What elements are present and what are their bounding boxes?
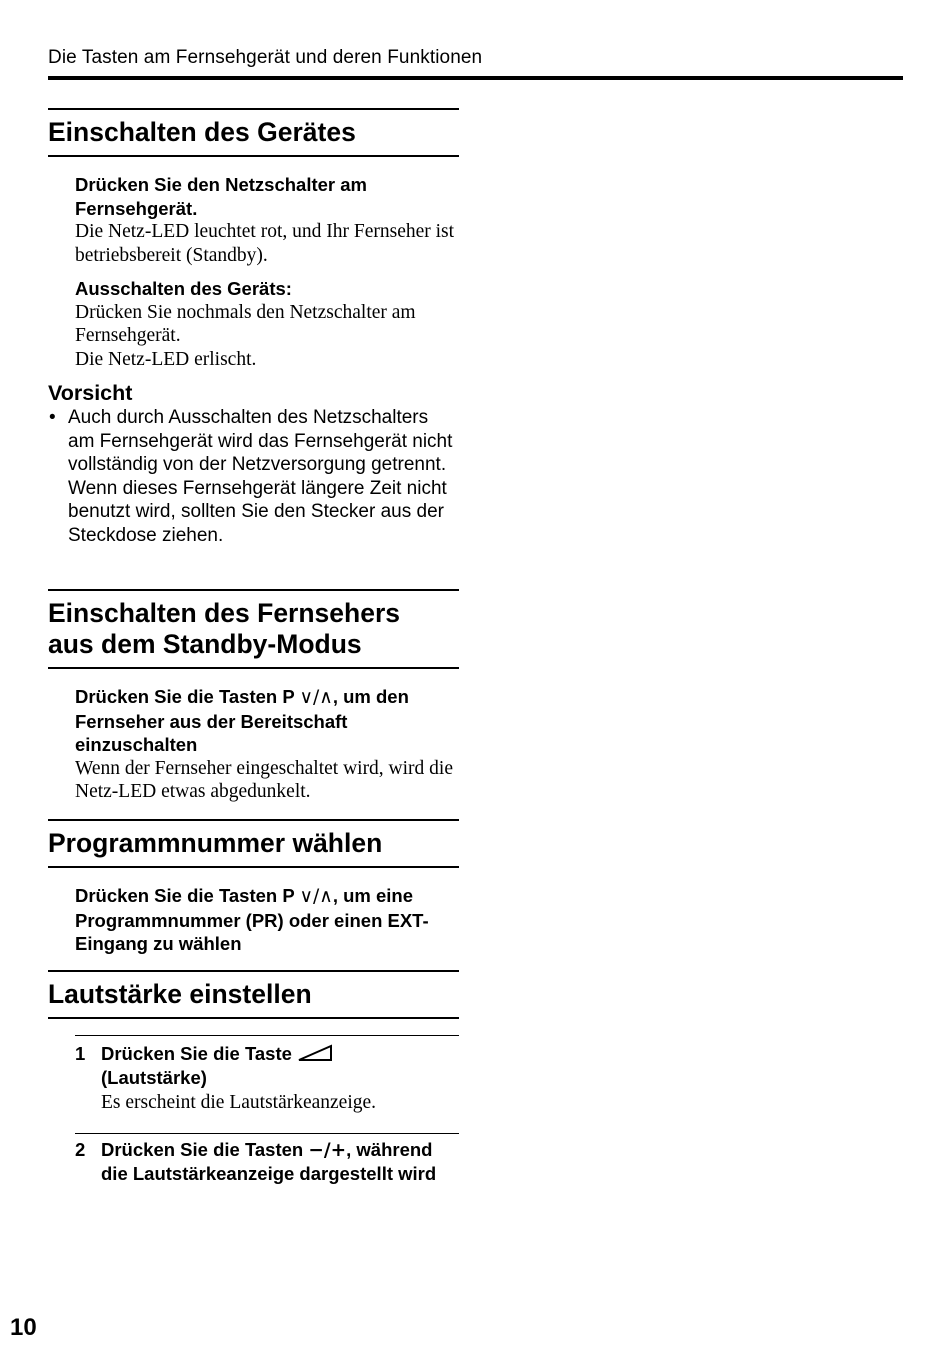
caution-bullet: [48, 406, 459, 547]
instruction-part: , um eine Programmnummer (PR) oder einen EXT-Eingang zu wählen: [75, 885, 429, 954]
page-number: 10: [10, 1314, 37, 1341]
instruction-text: Drücken Sie den Netzschalter am Fernsehgerät.: [75, 174, 367, 219]
step-2: [48, 1138, 459, 1186]
instruction-text: [101, 1138, 459, 1186]
instruction-part: Drücken Sie die Tasten: [101, 1138, 309, 1160]
instruction-part: Drücken Sie die Tasten P: [75, 686, 300, 707]
instruction-part: Drücken Sie die Taste: [101, 1043, 298, 1064]
description-text: Drücken Sie nochmals den Netzschalter am Fernsehgerät.: [75, 301, 416, 346]
bullet-icon: •: [49, 407, 56, 428]
description-text: Wenn der Fernseher eingeschaltet wird, wird die Netz-LED etwas abgedunkelt.: [75, 757, 454, 802]
description-text: Es erscheint die Lautstärkeanzeige.: [101, 1092, 377, 1113]
subheading-power-off: Ausschalten des Geräts:: [75, 278, 292, 299]
instruction-part: (Lautstärke): [101, 1066, 207, 1088]
instruction-text: [75, 884, 459, 956]
section-heading: [48, 591, 459, 667]
step-number: 1: [75, 1043, 86, 1064]
header-rule: [48, 76, 903, 80]
instruction-part: Drücken Sie die Tasten P: [75, 885, 300, 906]
instruction-part: , um den Fernseher aus der Bereitschaft einzuschalten: [75, 686, 409, 755]
minus-plus-icon: −/+: [308, 1139, 347, 1161]
up-down-arrow-icon: ∨/∧: [299, 886, 333, 907]
description-text: Die Netz-LED leuchtet rot, und Ihr Fernseher ist betriebsbereit (Standby).: [75, 221, 455, 266]
section-standby: [48, 589, 459, 804]
instruction-part: , während die Lautstärkeanzeige dargestellt wird: [101, 1138, 437, 1184]
section-heading: Lautstärke einstellen: [48, 979, 312, 1009]
section-heading: Programmnummer wählen: [48, 828, 383, 858]
section-heading-line: Einschalten des Fernsehers: [48, 598, 401, 628]
instruction-text: [101, 1042, 459, 1089]
description-text: Die Netz-LED erlischt.: [75, 348, 257, 370]
up-down-arrow-icon: ∨/∧: [299, 687, 333, 708]
section-volume: [48, 970, 459, 1186]
step-number: 2: [75, 1138, 86, 1160]
caution-text: Auch durch Ausschalten des Netzschalters am Fernsehgerät wird das Fernsehgerät nicht vollständig von der Netzversorgung getrennt. Wenn dieses Fernsehgerät längere Zeit nicht benutzt wird, sollten Sie den Stecker aus der Steckdose ziehen.: [68, 407, 453, 546]
section-program-number: [48, 819, 459, 956]
section-heading: Einschalten des Gerätes: [48, 117, 356, 147]
running-header: Die Tasten am Fernsehgerät und deren Funktionen: [48, 47, 483, 68]
step-1: [48, 1042, 459, 1115]
section-heading-line: aus dem Standby-Modus: [48, 629, 362, 659]
instruction-text: [75, 685, 459, 757]
volume-icon: [297, 1043, 333, 1064]
caution-heading: Vorsicht: [48, 381, 133, 405]
section-power-on: [48, 108, 459, 547]
